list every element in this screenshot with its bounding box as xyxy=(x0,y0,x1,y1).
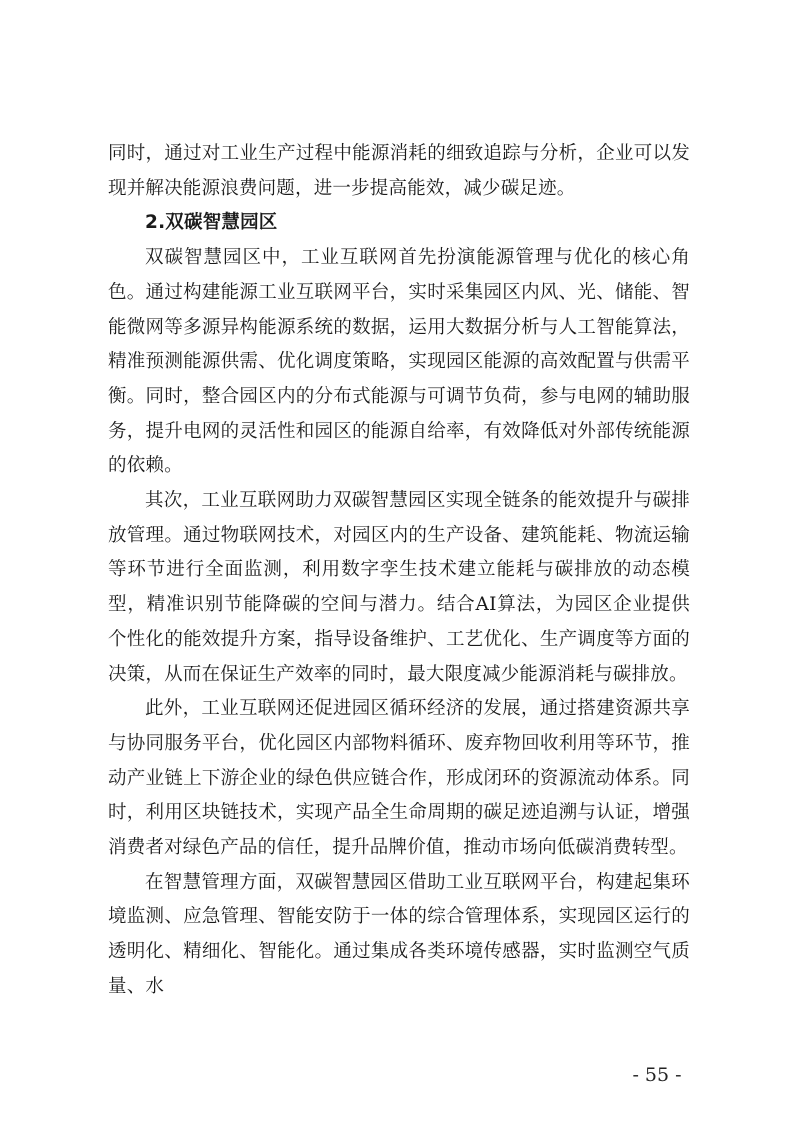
paragraph-continuation: 同时，通过对工业生产过程中能源消耗的细致追踪与分析，企业可以发现并解决能源浪费问题，进一步提高能效，减少碳足迹。 xyxy=(108,143,690,199)
paragraph-energy-management: 双碳智慧园区中，工业互联网首先扮演能源管理与优化的核心角色。通过构建能源工业互联网平台，实时采集园区内风、光、储能、智能微网等多源异构能源系统的数据，运用大数据分析与人工智能算法，精准预测能源供需、优化调度策略，实现园区能源的高效配置与供需平衡。同时，整合园区内的分布式能源与可调节负荷，参与电网的辅助服务，提升电网的灵活性和园区的能源自给率，有效降低对外部传统能源的依赖。 xyxy=(108,247,690,477)
paragraph-circular-economy: 此外，工业互联网还促进园区循环经济的发展，通过搭建资源共享与协同服务平台，优化园区内部物料循环、废弃物回收利用等环节，推动产业链上下游企业的绿色供应链合作，形成闭环的资源流动体系。同时，利用区块链技术，实现产品全生命周期的碳足迹追溯与认证，增强消费者对绿色产品的信任，提升品牌价值，推动市场向低碳消费转型。 xyxy=(108,698,690,859)
page-number: - 55 - xyxy=(632,1064,682,1086)
section-heading: 2.双碳智慧园区 xyxy=(145,212,278,234)
paragraph-smart-management: 在智慧管理方面，双碳智慧园区借助工业互联网平台，构建起集环境监测、应急管理、智能安防于一体的综合管理体系，实现园区运行的透明化、精细化、智能化。通过集成各类环境传感器，实时监测空气质量、水 xyxy=(108,871,690,997)
body-text xyxy=(108,137,690,1005)
paragraph-efficiency-carbon: 其次，工业互联网助力双碳智慧园区实现全链条的能效提升与碳排放管理。通过物联网技术，对园区内的生产设备、建筑能耗、物流运输等环节进行全面监测，利用数字孪生技术建立能耗与碳排放的动态模型，精准识别节能降碳的空间与潜力。结合AI算法，为园区企业提供个性化的能效提升方案，指导设备维护、工艺优化、生产调度等方面的决策，从而在保证生产效率的同时，最大限度减少能源消耗与碳排放。 xyxy=(108,490,690,685)
